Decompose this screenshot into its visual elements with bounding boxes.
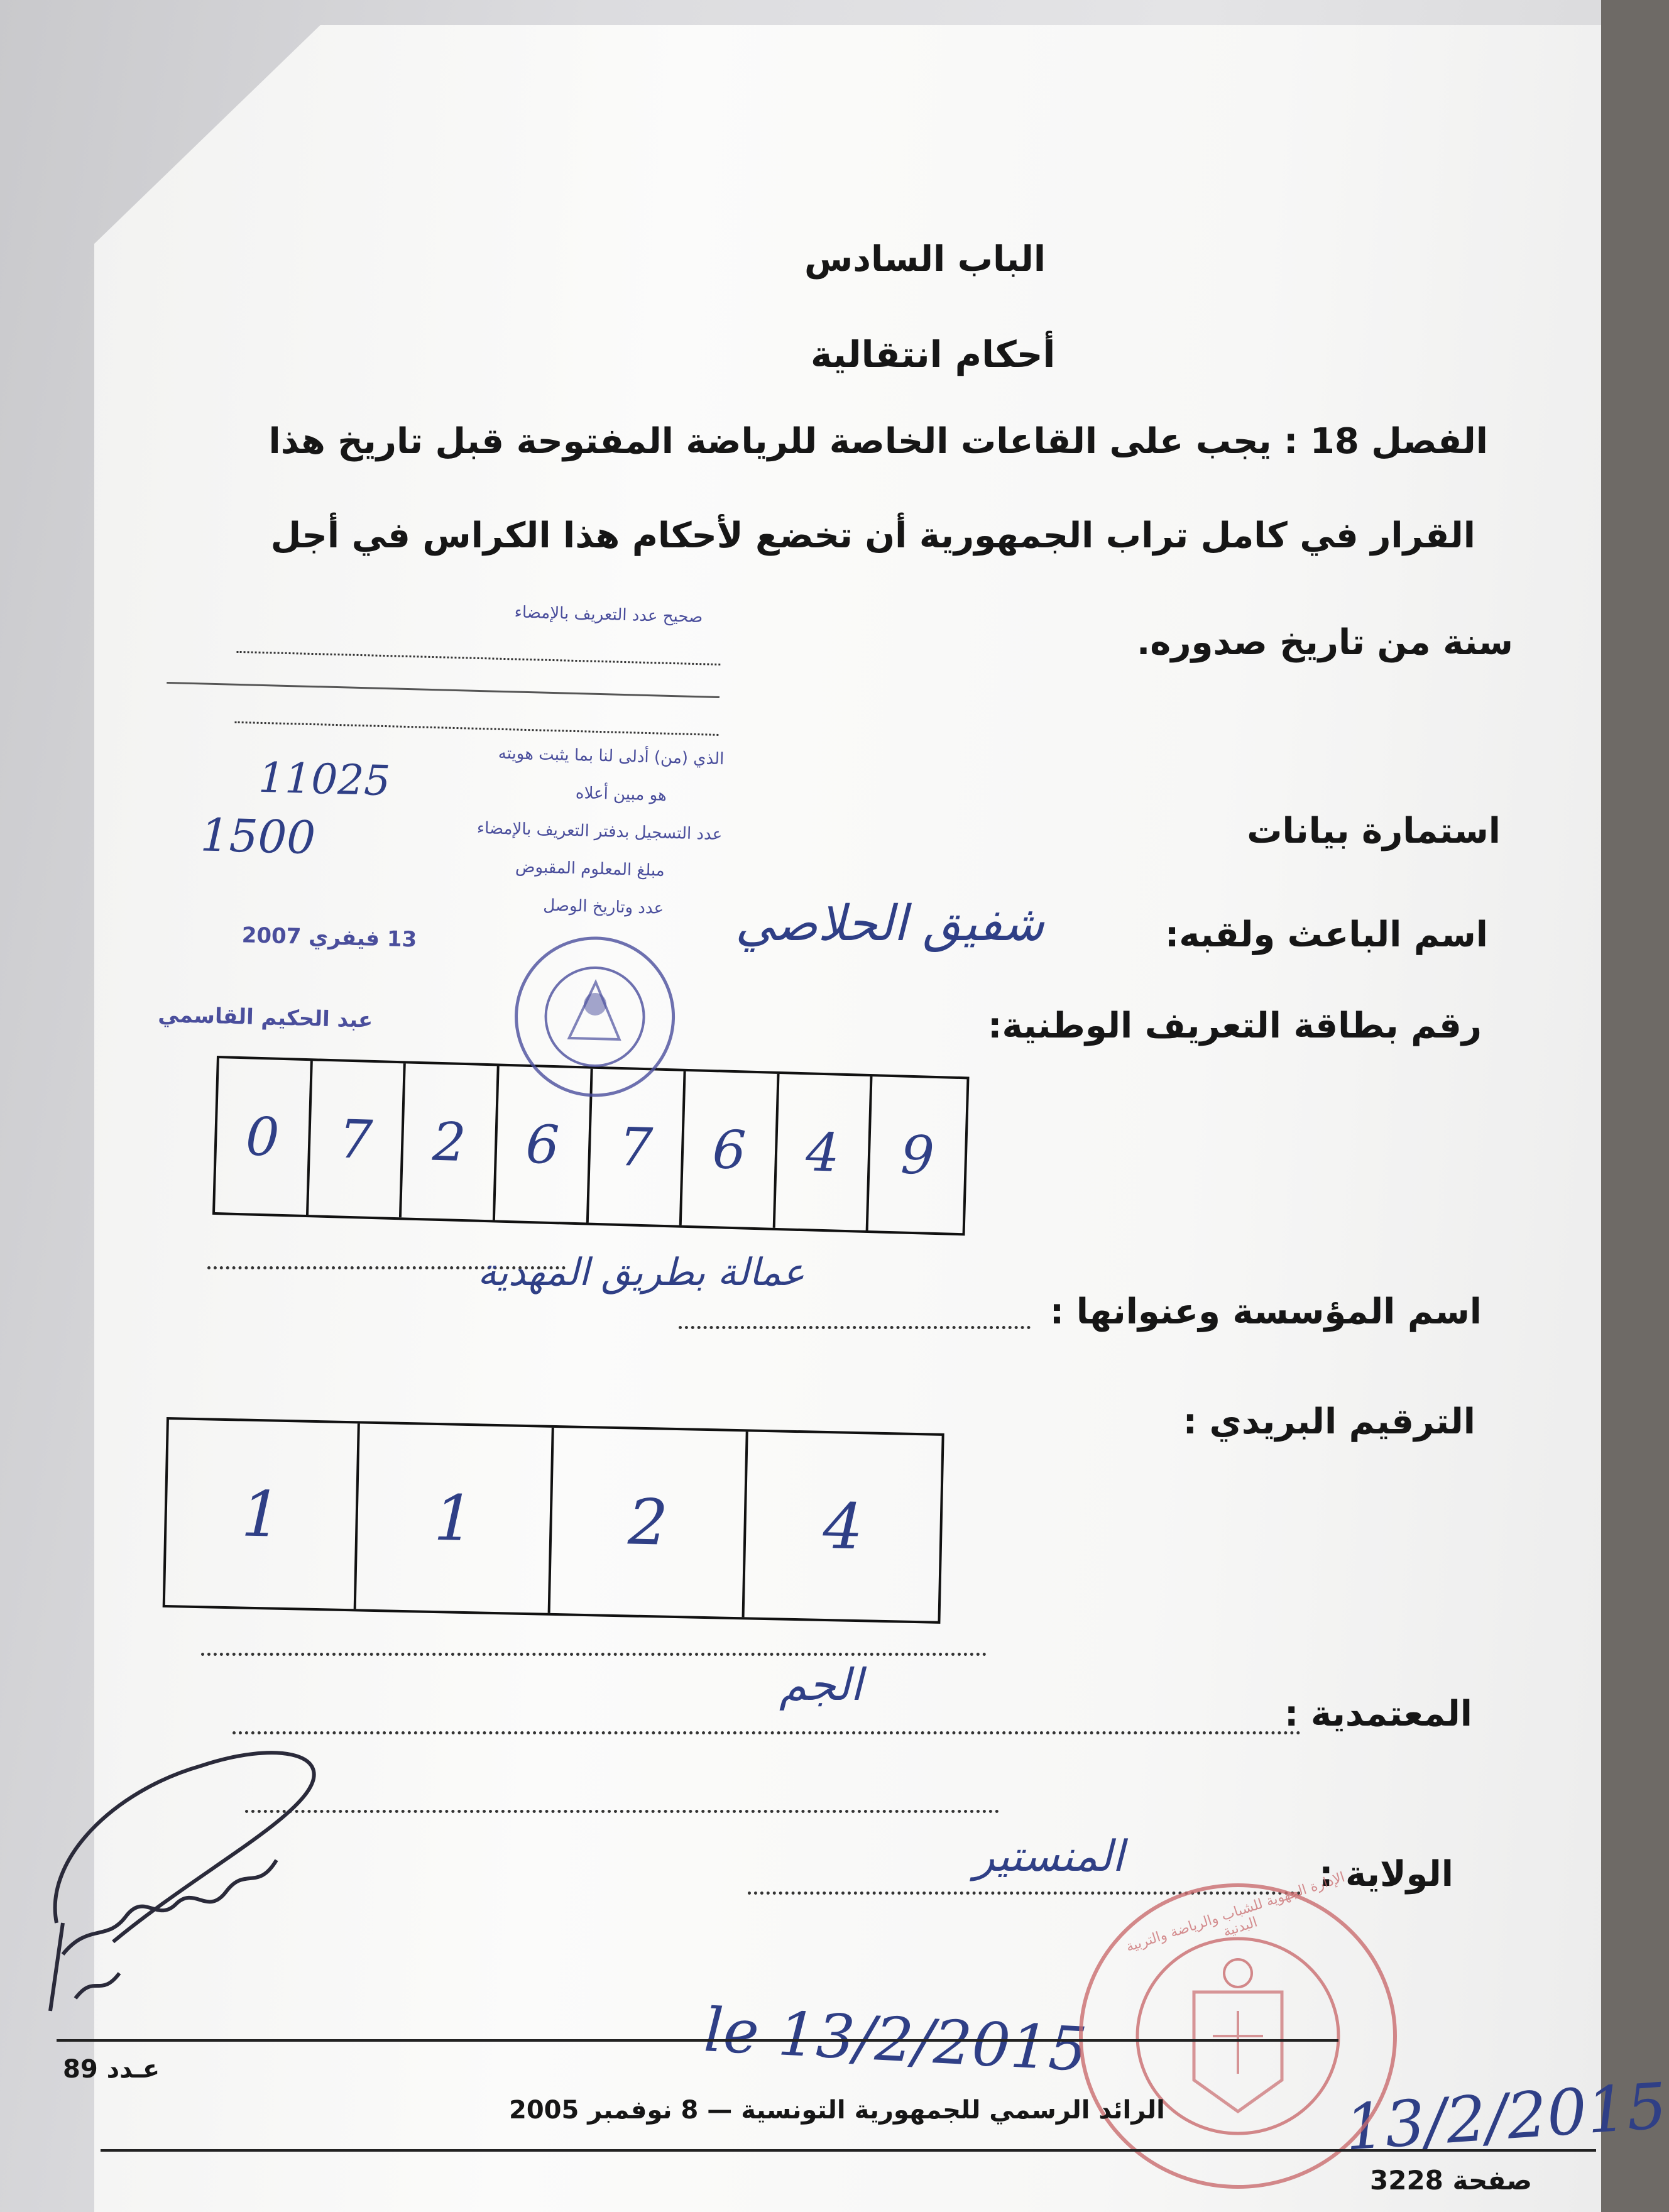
postal-code-boxes — [163, 1417, 944, 1624]
governorate-label: الولاية : — [1319, 1854, 1453, 1895]
governorate-value: المنستير — [974, 1832, 1124, 1881]
form-title: استمارة بيانات — [1247, 811, 1501, 851]
article-line-2: القرار في كامل تراب الجمهورية أن تخضع لأحكام هذا الكراس في أجل — [270, 515, 1475, 556]
red-seal-text: الإدارة الجهوية للشباب والرياضة والتربية البدنية — [1124, 1869, 1347, 1956]
gazette-footer-line: الرائد الرسمي للجمهورية التونسية — 8 نوفمبر 2005 — [509, 2096, 1165, 2125]
delegation-value: الجم — [779, 1659, 863, 1711]
id-card-label: رقم بطاقة التعريف الوطنية: — [988, 1005, 1482, 1046]
article-line-3: سنة من تاريخ صدوره. — [1137, 622, 1513, 663]
delegation-label: المعتمدية : — [1284, 1694, 1472, 1734]
id-digit: 7 — [309, 1061, 406, 1217]
stamp-line-3: هو مبين أعلاه — [575, 784, 667, 805]
institution-dotted-line — [679, 1326, 1031, 1329]
chapter-title: الباب السادس — [804, 239, 1046, 280]
id-digit: 0 — [215, 1058, 312, 1215]
page-number: صفحة 3228 — [1370, 2165, 1533, 2196]
researcher-name-value: شفيق الحلاصي — [735, 895, 1044, 952]
article-line-1: الفصل 18 : يجب على القاعات الخاصة للرياضة المفتوحة قبل تاريخ هذا — [268, 421, 1488, 462]
footer-rule-bottom — [101, 2149, 1596, 2152]
stamp-dotted-2 — [235, 721, 719, 736]
stamp-official-name: عبد الحكيم القاسمي — [157, 1002, 373, 1033]
stamp-handwritten-number: 11025 — [258, 753, 391, 806]
stamp-line-4: عدد التسجيل بدفتر التعريف بالإمضاء — [476, 818, 723, 845]
section-title: أحكام انتقالية — [811, 333, 1056, 376]
footer-rule-top — [57, 2039, 1338, 2042]
id-digit: 6 — [495, 1066, 593, 1223]
id-digit: 6 — [682, 1071, 779, 1228]
postal-digit: 4 — [822, 1489, 864, 1564]
postal-digit: 2 — [550, 1428, 748, 1617]
institution-value: عمالة بطريق المهدية — [478, 1251, 805, 1295]
researcher-name-label: اسم الباعث ولقبه: — [1164, 914, 1488, 955]
stamp-date: 13 فيفري 2007 — [241, 923, 417, 953]
stamp-dotted-1 — [237, 651, 721, 665]
postal-digit: 1 — [356, 1423, 554, 1612]
postal-code-label: الترقيم البريدي : — [1183, 1401, 1475, 1442]
stamp-line-6: عدد وتاريخ الوصل — [542, 895, 664, 918]
blue-round-seal — [508, 929, 682, 1103]
delegation-dotted-line-upper — [201, 1653, 987, 1656]
id-digit: 9 — [900, 1123, 936, 1186]
delegation-dotted-line — [233, 1731, 1301, 1734]
institution-label: اسم المؤسسة وعنوانها : — [1049, 1291, 1482, 1332]
stamp-line-1: صحيح عدد التعريف بالإمضاء — [514, 603, 703, 627]
handwritten-date-margin: 13/2/2015 — [1342, 2069, 1669, 2165]
stamp-handwritten-amount: 1500 — [199, 808, 317, 865]
stamp-line-5: مبلغ المعلوم المقبوض — [515, 857, 665, 880]
id-digit: 2 — [402, 1063, 499, 1220]
id-digit: 7 — [588, 1069, 686, 1225]
handwritten-date: le 13/2/2015 — [702, 1995, 1089, 2085]
id-digit: 4 — [775, 1074, 872, 1230]
stamp-line-2: الذي (من) أدلى لنا بما يثبت هويته — [498, 743, 725, 769]
signature — [38, 1734, 364, 2036]
postal-digit: 1 — [165, 1420, 360, 1609]
issue-number: عـدد 89 — [63, 2055, 160, 2084]
certification-stamp — [158, 569, 754, 1049]
stamp-rule — [167, 682, 720, 698]
